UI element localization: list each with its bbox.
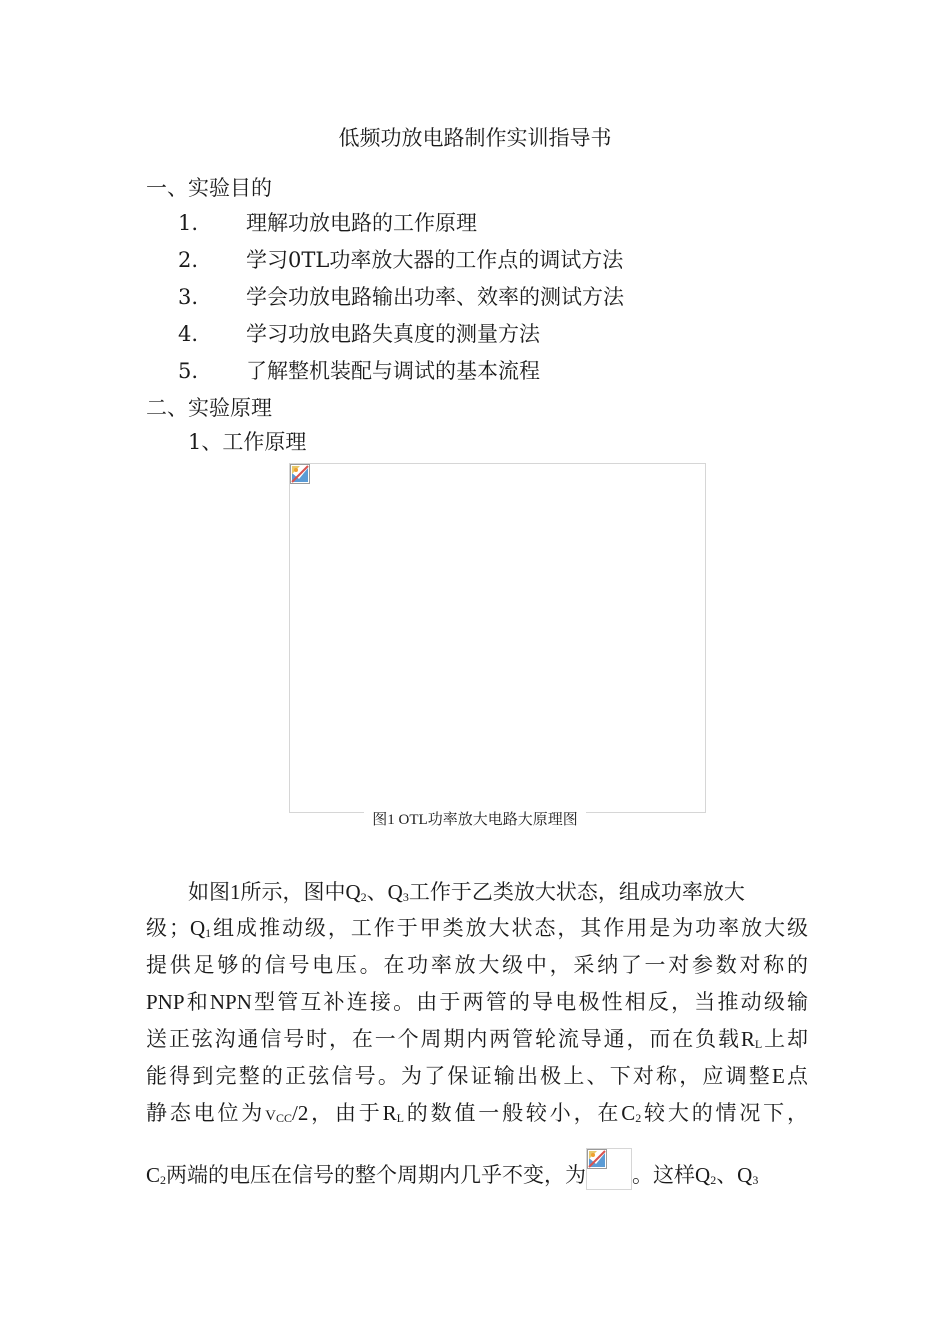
item-number: 1. — [178, 211, 199, 235]
section-heading-principle: 二、实验原理 — [146, 396, 272, 420]
inline-formula-image — [586, 1148, 632, 1190]
objective-item — [178, 318, 540, 348]
figure-caption: 图1 OTL功率放大电路大原理图 — [0, 808, 950, 829]
objective-item — [178, 207, 477, 237]
broken-image-icon — [290, 464, 310, 484]
paragraph-line-7: 静态电位为$V_{CC}/2$，由于$R_L$的数值一般较小，在$C_2$较大的情况下， — [146, 1101, 809, 1125]
objective-item — [178, 244, 623, 274]
item-text: 学习功放电路失真度的测量方法 — [246, 322, 540, 346]
objective-item — [178, 281, 624, 311]
item-text: 学习0TL功率放大器的工作点的调试方法 — [246, 248, 624, 272]
paragraph-line-5: 送正弦沟通信号时，在一个周期内两管轮流导通，而在负载$R_L$上却 — [146, 1027, 808, 1051]
paragraph-line-4: PNP和NPN型管互补连接。由于两管的导电极性相反，当推动级输 — [146, 990, 808, 1014]
circuit-figure-placeholder — [289, 463, 706, 813]
document-title: 低频功放电路制作实训指导书 — [338, 126, 612, 150]
item-text: 学会功放电路输出功率、效率的测试方法 — [246, 285, 624, 309]
paragraph-line-2: 级；$Q_1$组成推动级，工作于甲类放大状态，其作用是为功率放大级 — [146, 916, 808, 940]
paragraph-line-8: $C_2$两端的电压在信号的整个周期内几乎不变，为 。这样$Q_2$、$Q_3$ — [146, 1148, 758, 1190]
item-text: 理解功放电路的工作原理 — [246, 211, 477, 235]
objective-item — [178, 355, 540, 385]
sub-heading-working-principle: 1、工作原理 — [188, 430, 307, 454]
paragraph-line-1: 如图1所示，图中$Q_2$、$Q_3$工作于乙类放大状态，组成功率放大 — [188, 880, 745, 904]
broken-image-icon — [587, 1149, 607, 1169]
item-text: 了解整机装配与调试的基本流程 — [246, 359, 540, 383]
paragraph-line-3: 提供足够的信号电压。在功率放大级中，采纳了一对参数对称的 — [146, 953, 808, 977]
item-number: 5. — [178, 359, 199, 383]
item-number: 3. — [178, 285, 199, 309]
paragraph-line-6: 能得到完整的正弦信号。为了保证输出极上、下对称，应调整E点 — [146, 1064, 808, 1088]
item-number: 2. — [178, 248, 199, 272]
item-number: 4. — [178, 322, 199, 346]
section-heading-objectives: 一、实验目的 — [146, 176, 272, 200]
